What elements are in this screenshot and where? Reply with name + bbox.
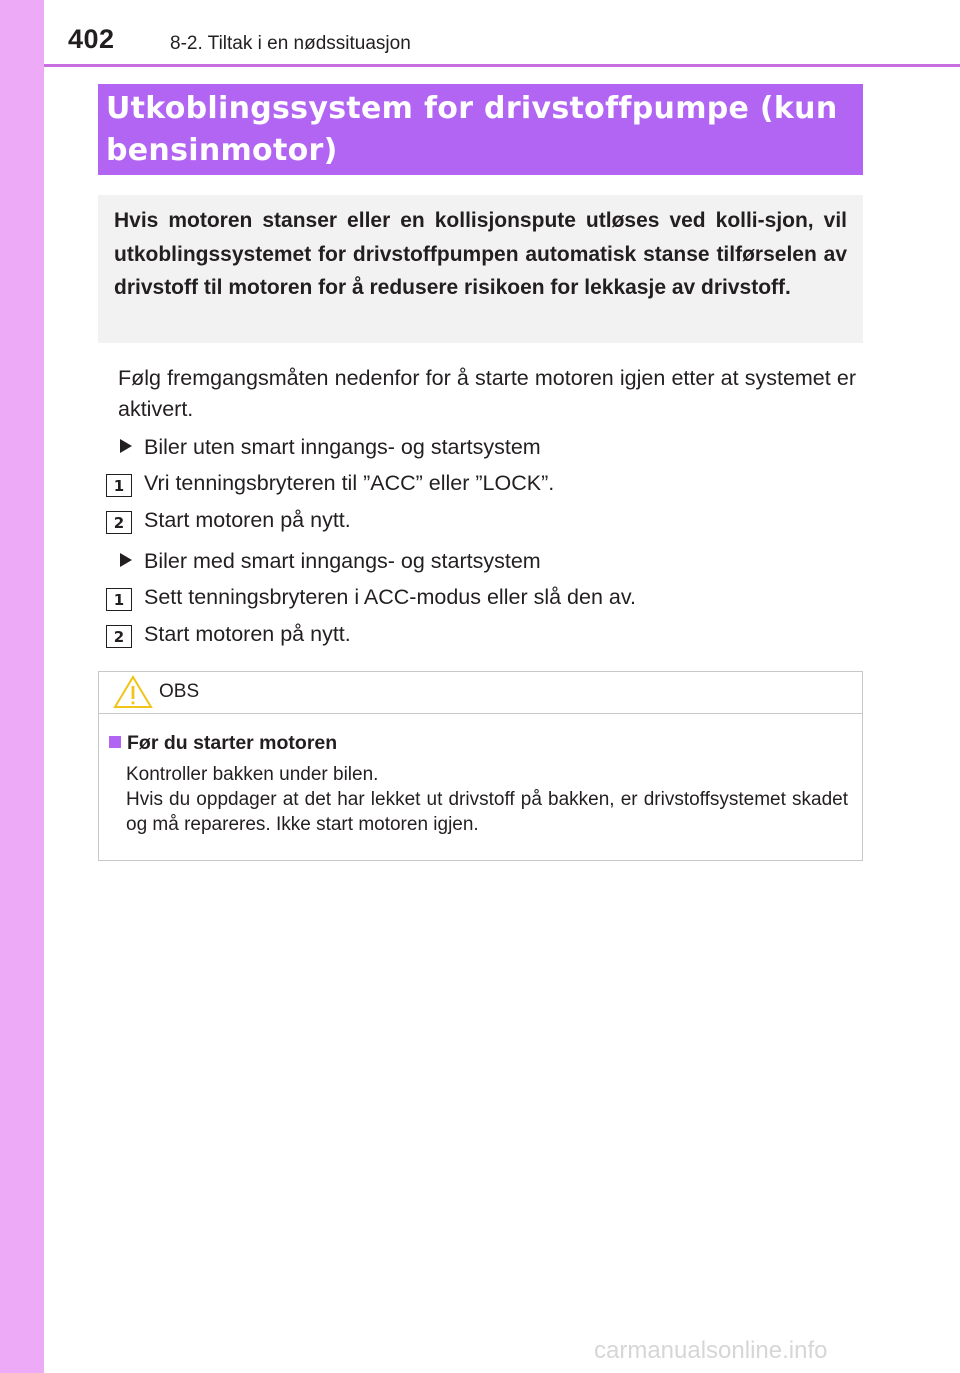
notice-subheading-text: Før du starter motoren <box>127 732 338 754</box>
notice-body <box>126 762 848 837</box>
square-bullet-icon <box>109 736 121 748</box>
step-text: Start motoren på nytt. <box>144 622 351 646</box>
notice-line: Kontroller bakken under bilen. <box>126 764 379 785</box>
section-title: Utkoblingssystem for drivstoffpumpe (kun bensinmotor) <box>106 91 838 168</box>
step-number-badge: 2 <box>106 625 132 648</box>
step-text: Start motoren på nytt. <box>144 508 351 532</box>
step-item <box>106 508 866 541</box>
section-path: 8-2. Tiltak i en nødssituasjon <box>170 33 411 54</box>
step-item <box>106 471 866 504</box>
triangle-bullet-icon <box>120 439 132 453</box>
intro-box <box>98 195 863 343</box>
intro-text: Hvis motoren stanser eller en kollisjonspute utløses ved kolli-sjon, vil utkoblingssystemet for drivstoffpumpen automatisk stanse tilførselen av drivstoff til motoren for å redusere risikoen for lekkasje av drivstoff. <box>114 209 847 299</box>
group-heading-without-smart-entry <box>120 433 541 461</box>
page-number: 402 <box>68 24 115 54</box>
step-number-badge: 1 <box>106 588 132 611</box>
step-text: Vri tenningsbryteren til ”ACC” eller ”LOCK”. <box>144 471 555 495</box>
notice-box <box>98 671 863 861</box>
warning-triangle-icon <box>113 675 153 709</box>
triangle-bullet-icon <box>120 553 132 567</box>
notice-line: Hvis du oppdager at det har lekket ut drivstoff på bakken, er drivstoffsystemet skadet og må repareres. Ikke start motoren igjen. <box>126 789 848 835</box>
step-number-badge: 1 <box>106 474 132 497</box>
step-number-badge: 2 <box>106 511 132 534</box>
group-heading-text: Biler uten smart inngangs- og startsystem <box>144 435 541 459</box>
watermark: carmanualsonline.info <box>594 1337 828 1364</box>
side-tab-strip <box>0 0 44 1373</box>
notice-subheading <box>109 732 337 755</box>
notice-header <box>99 672 862 714</box>
notice-label: OBS <box>159 681 200 702</box>
section-title-band <box>98 84 863 175</box>
group-heading-text: Biler med smart inngangs- og startsystem <box>144 549 541 573</box>
lead-paragraph: Følg fremgangsmåten nedenfor for å starte motoren igjen etter at systemet er aktivert. <box>118 366 856 421</box>
step-item <box>106 585 866 618</box>
step-text: Sett tenningsbryteren i ACC-modus eller slå den av. <box>144 585 636 609</box>
header-divider <box>44 64 960 67</box>
step-item <box>106 622 866 655</box>
group-heading-with-smart-entry <box>120 547 541 575</box>
